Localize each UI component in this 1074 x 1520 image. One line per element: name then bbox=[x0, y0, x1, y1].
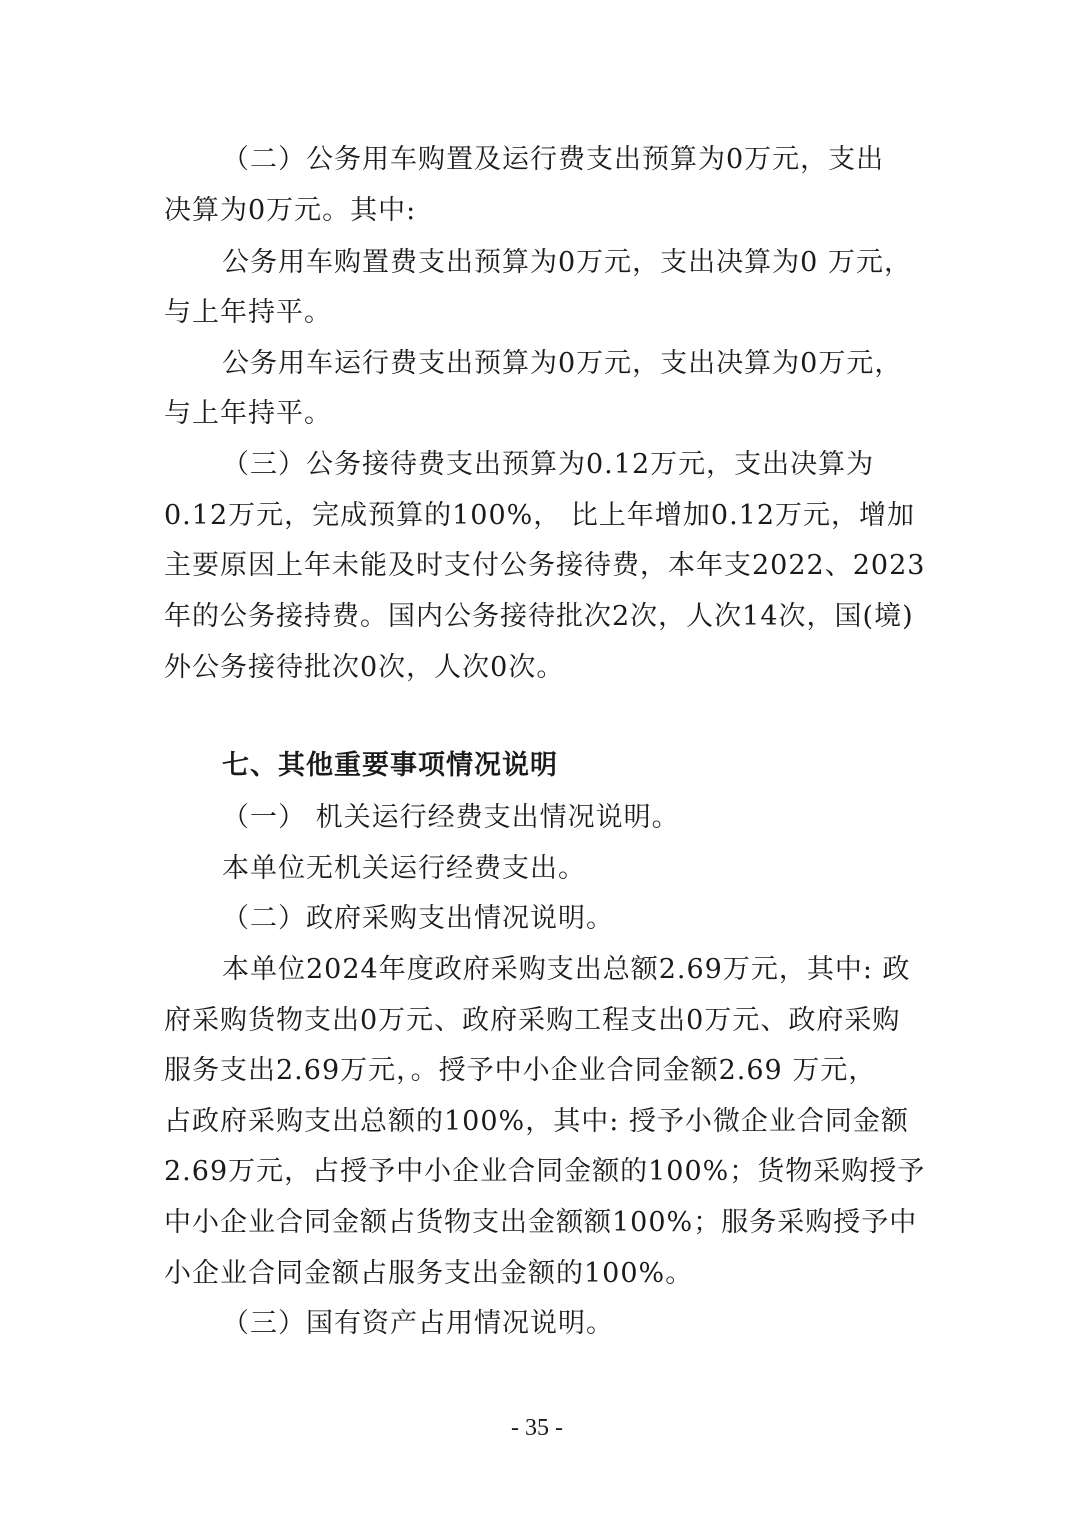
paragraph-line: 0.12万元，完成预算的100%， 比上年增加0.12万元，增加 bbox=[164, 500, 916, 531]
paragraph-line: （三）公务接待费支出预算为0.12万元，支出决算为 bbox=[222, 449, 875, 480]
subsection-heading: （三）国有资产占用情况说明。 bbox=[222, 1308, 614, 1339]
paragraph-line: 决算为0万元。其中: bbox=[164, 195, 417, 226]
paragraph-line: 2.69万元，占授予中小企业合同金额的100%；货物采购授予 bbox=[164, 1156, 926, 1187]
subsection-heading: （一） 机关运行经费支出情况说明。 bbox=[222, 802, 680, 833]
paragraph-line: 中小企业合同金额占货物支出金额额100%；服务采购授予中 bbox=[164, 1207, 918, 1238]
paragraph-line: 本单位无机关运行经费支出。 bbox=[222, 853, 586, 884]
paragraph-line: 与上年持平。 bbox=[164, 297, 332, 328]
paragraph-line: 公务用车购置费支出预算为0万元，支出决算为0 万元， bbox=[222, 247, 912, 278]
paragraph-line: （二）公务用车购置及运行费支出预算为0万元，支出 bbox=[222, 144, 885, 175]
page-number: - 35 - bbox=[511, 1415, 563, 1441]
paragraph-line: 公务用车运行费支出预算为0万元，支出决算为0万元， bbox=[222, 348, 903, 379]
paragraph-line: 小企业合同金额占服务支出金额的100%。 bbox=[164, 1258, 694, 1289]
paragraph-line: 本单位2024年度政府采购支出总额2.69万元，其中: 政 bbox=[222, 954, 911, 985]
paragraph-line: 年的公务接持费。国内公务接待批次2次，人次14次，国(境) bbox=[164, 601, 914, 632]
subsection-heading: （二）政府采购支出情况说明。 bbox=[222, 903, 614, 934]
paragraph-line: 外公务接待批次0次，人次0次。 bbox=[164, 652, 565, 683]
section-heading: 七、其他重要事项情况说明 bbox=[222, 750, 558, 781]
paragraph-line: 服务支出2.69万元，。授予中小企业合同金额2.69 万元， bbox=[164, 1055, 877, 1086]
paragraph-line: 与上年持平。 bbox=[164, 398, 332, 429]
paragraph-line: 主要原因上年未能及时支付公务接待费，本年支2022、2023 bbox=[164, 550, 926, 581]
paragraph-line: 府采购货物支出0万元、政府采购工程支出0万元、政府采购 bbox=[164, 1005, 901, 1036]
paragraph-line: 占政府采购支出总额的100%，其中: 授予小微企业合同金额 bbox=[164, 1106, 909, 1137]
